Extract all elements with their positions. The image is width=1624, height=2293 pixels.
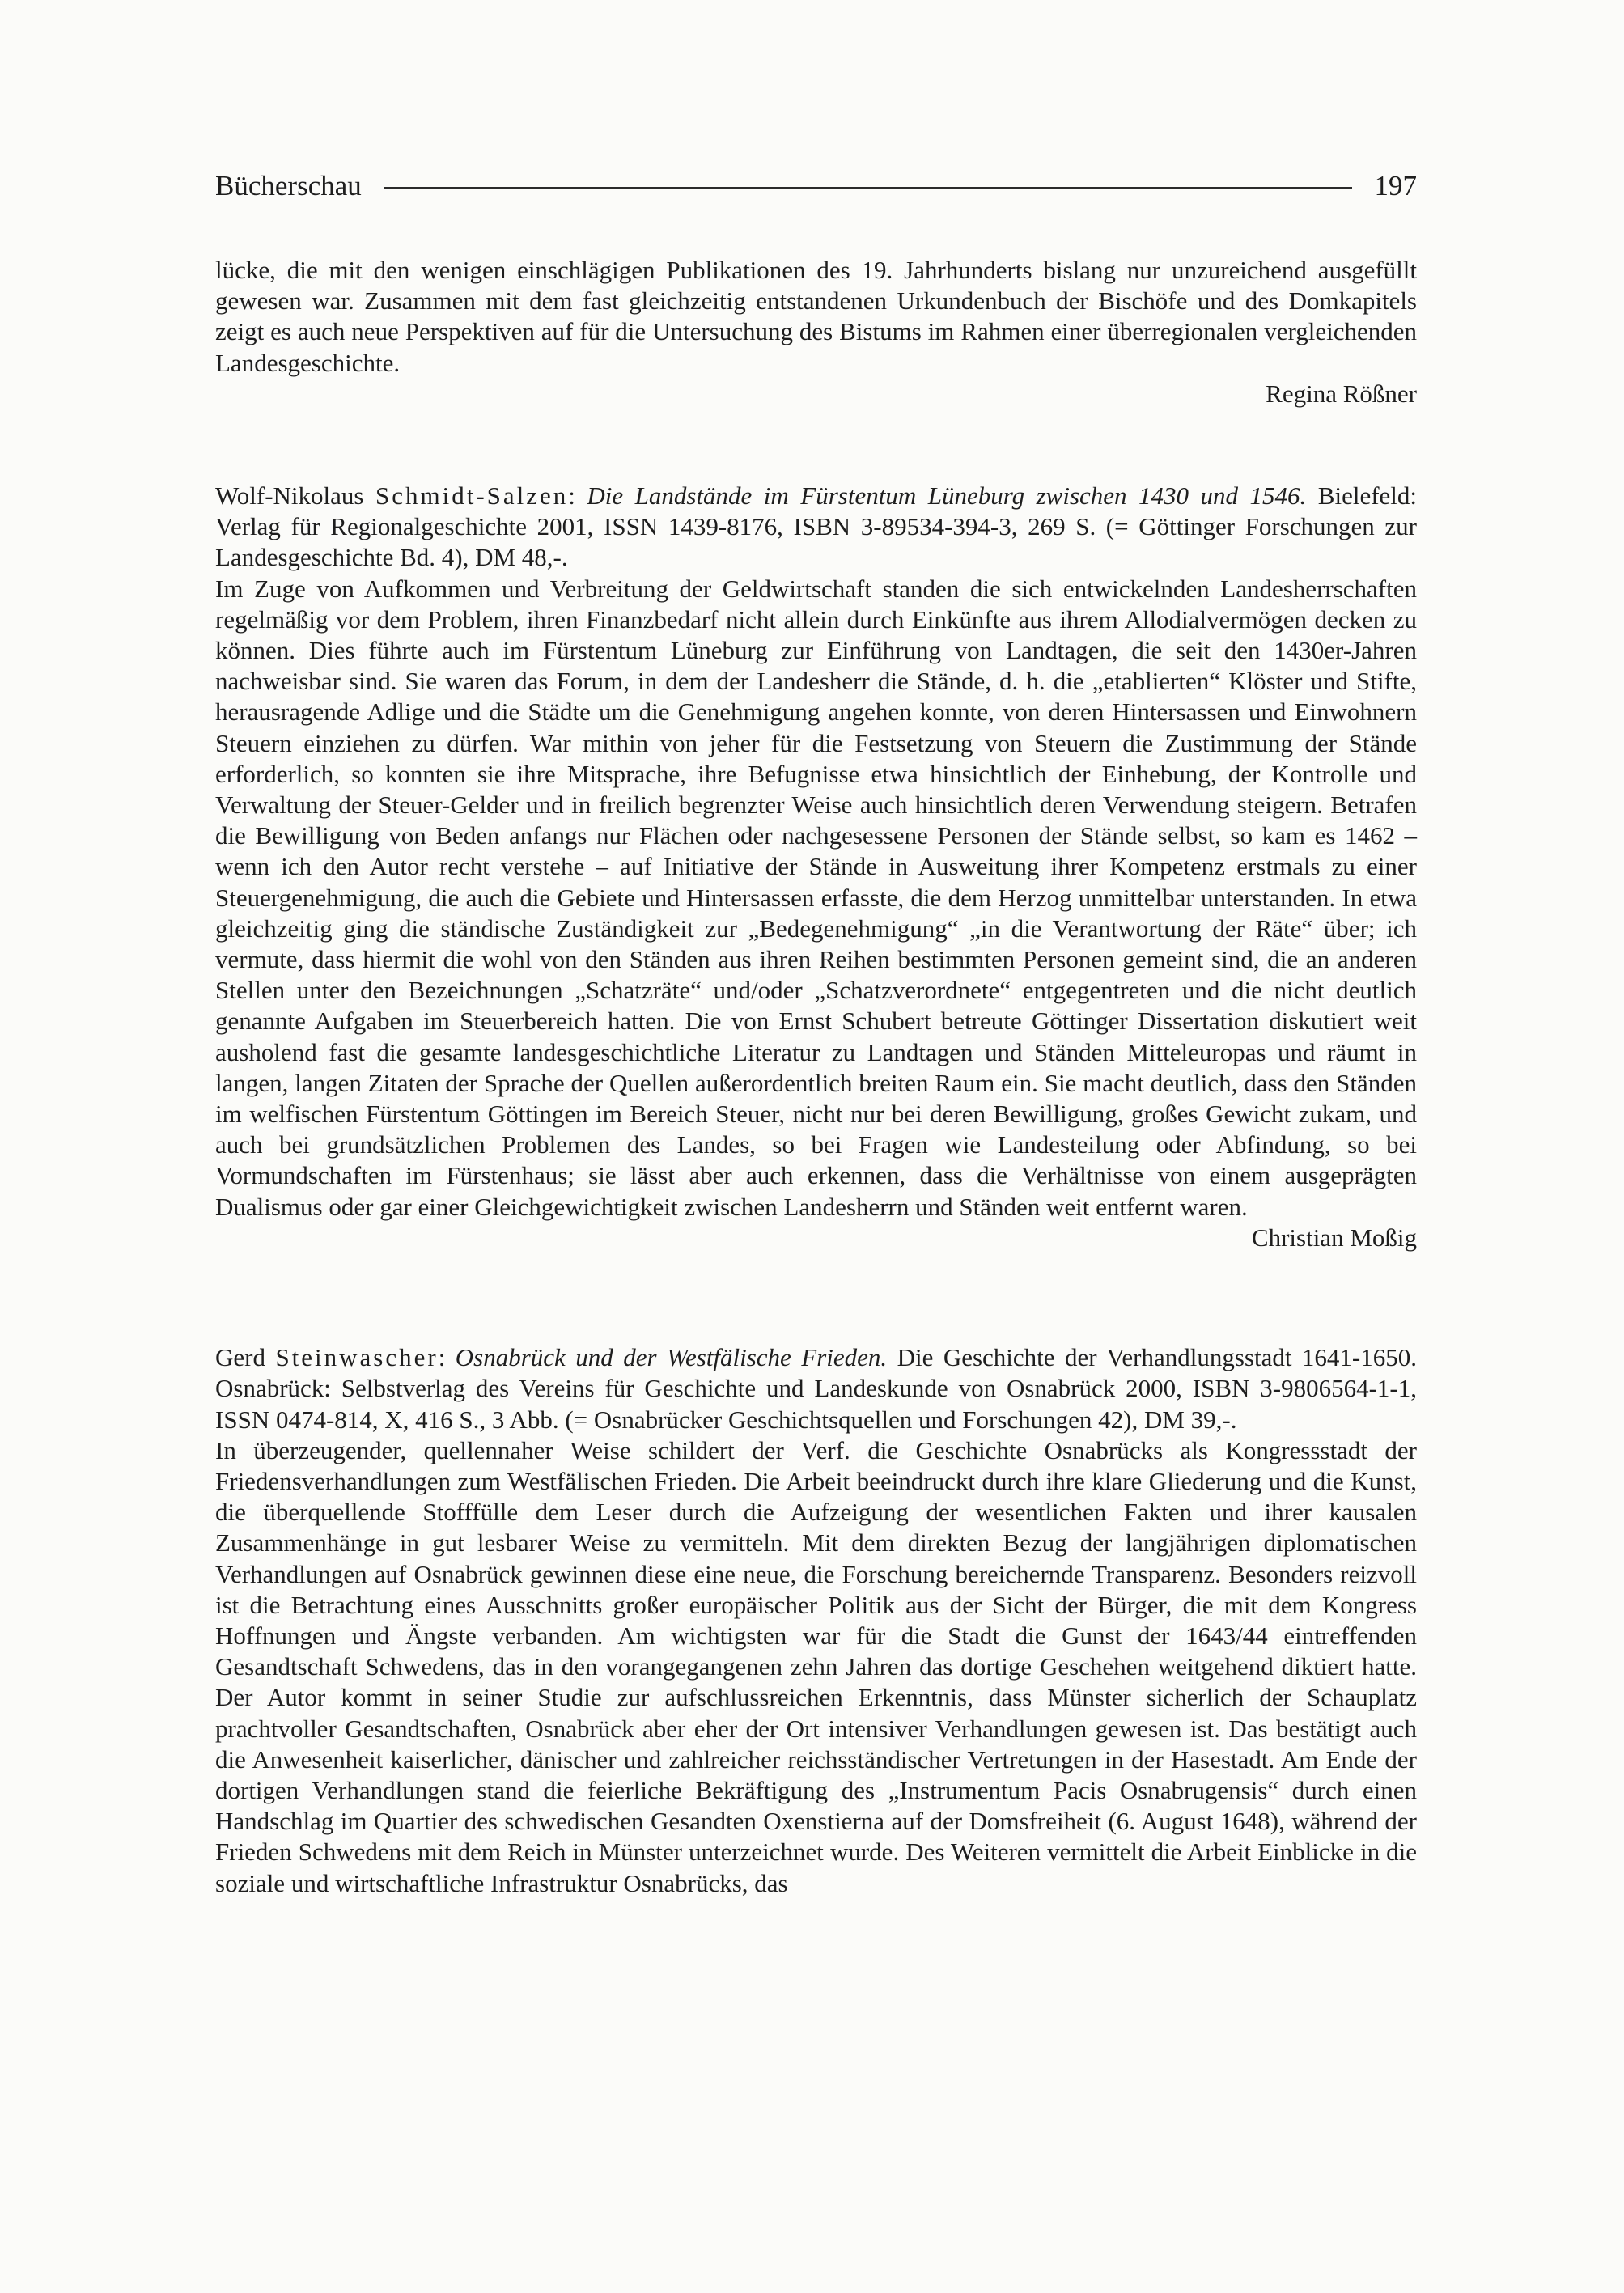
- review-body: In überzeugender, quellennaher Weise schildert der Verf. die Geschichte Osnabrücks als Kongressstadt der Friedensverhandlungen zum Westfälischen Frieden. Die Arbeit beeindruckt durch ihre klare Gliederung und die Kunst, die überquellende Stofffülle dem Leser durch die Aufzeigung der wesentlichen Fakten und ihrer kausalen Zusammenhänge in gut lesbarer Weise zu vermitteln. Mit dem direkten Bezug der langjährigen diplomatischen Verhandlungen auf Osnabrück gewinnen diese eine neue, die Forschung bereichernde Transparenz. Besonders reizvoll ist die Betrachtung eines Ausschnitts großer europäischer Politik aus der Sicht der Bürger, die mit dem Kongress Hoffnungen und Ängste verbanden. Am wichtigsten war für die Stadt die Gunst der 1643/44 eintreffenden Gesandtschaft Schwedens, das in den vorangegangenen zehn Jahren das dortige Geschehen weitgehend diktiert hatte. Der Autor kommt in seiner Studie zur aufschlussreichen Erkenntnis, dass Münster sicherlich der Schauplatz prachtvoller Gesandtschaften, Osnabrück aber eher der Ort intensiver Verhandlungen gewesen ist. Das bestätigt auch die Anwesenheit kaiserlicher, dänischer und zahlreicher reichsständischer Vertretungen in der Hasestadt. Am Ende der dortigen Verhandlungen stand die feierliche Bekräftigung des „Instrumentum Pacis Osnabrugensis“ durch einen Handschlag im Quartier des schwedischen Gesandten Oxenstierna auf der Domsfreiheit (6. August 1648), während der Frieden Schwedens mit dem Reich in Münster unterzeichnet wurde. Des Weiteren vermittelt die Arbeit Einblicke in die soziale und wirtschaftliche Infrastruktur Osnabrücks, das: [215, 1435, 1417, 1897]
- author-last-name: Steinwascher: [275, 1343, 439, 1372]
- review-schmidt-salzen: [215, 481, 1417, 1253]
- continued-review: [215, 255, 1417, 409]
- author-last-name: Schmidt-Salzen: [375, 481, 569, 511]
- continued-review-text: lücke, die mit den wenigen einschlägigen Publikationen des 19. Jahrhunderts bislang nur unzureichend ausgefüllt gewesen war. Zusammen mit dem fast gleichzeitig entstandenen Urkundenbuch der Bischöfe und des Domkapitels zeigt es auch neue Perspektiven auf für die Untersuchung des Bistums im Rahmen einer überregionalen vergleichenden Landesgeschichte.: [215, 256, 1417, 377]
- bibliographic-entry: Gerd Steinwascher: Osnabrück und der Westfälische Frieden. Die Geschichte der Verhandlungsstadt 1641-1650. Osnabrück: Selbstverlag des Vereins für Geschichte und Landeskunde von Osnabrück 2000, ISBN 3-9806564-1-1, ISSN 0474-814, X, 416 S., 3 Abb. (= Osnabrücker Geschichtsquellen und Forschungen 42), DM 39,-.: [215, 1343, 1417, 1434]
- running-header: [215, 162, 1417, 210]
- section-title: Bücherschau: [215, 170, 362, 201]
- author-first-name: Gerd: [215, 1343, 265, 1372]
- review-body: Im Zuge von Aufkommen und Verbreitung der Geldwirtschaft standen die sich entwickelnden Landesherrschaften regelmäßig vor dem Problem, ihren Finanzbedarf nicht allein durch Einkünfte aus ihrem Allodialvermögen decken zu können. Dies führte auch im Fürstentum Lüneburg zur Einführung von Landtagen, die seit den 1430er-Jahren nachweisbar sind. Sie waren das Forum, in dem der Landesherr die Stände, d. h. die „etablierten“ Klöster und Stifte, herausragende Adlige und die Städte um die Genehmigung angehen konnte, von deren Hintersassen und Einwohnern Steuern einziehen zu dürfen. War mithin von jeher für die Festsetzung von Steuern die Zustimmung der Stände erforderlich, so konnten sie ihre Mitsprache, ihre Befugnisse etwa hinsichtlich der Einhebung, der Kontrolle und Verwaltung der Steuer-Gelder und in freilich begrenzter Weise auch hinsichtlich deren Verwendung steigern. Betrafen die Bewilligung von Beden anfangs nur Flächen oder nachgesessene Personen der Stände selbst, so kam es 1462 – wenn ich den Autor recht verstehe – auf Initiative der Stände in Ausweitung ihrer Kompetenz erstmals zu einer Steuergenehmigung, die auch die Gebiete und Hintersassen erfasste, die dem Herzog unmittelbar unterstanden. In etwa gleichzeitig ging die ständische Zuständigkeit zur „Bedegenehmigung“ „in die Verantwortung der Räte“ über; ich vermute, dass hiermit die wohl von den Ständen aus ihren Reihen bestimmten Personen gemeint sind, die an anderen Stellen unter den Bezeichnungen „Schatzräte“ und/oder „Schatzverordnete“ entgegentreten und die nicht deutlich genannte Aufgaben im Steuerbereich hatten. Die von Ernst Schubert betreute Göttinger Dissertation diskutiert weit ausholend fast die gesamte landesgeschichtliche Literatur zu Landtagen und Ständen Mitteleuropas und räumt in langen, langen Zitaten der Sprache der Quellen außerordentlich breiten Raum ein. Sie macht deutlich, dass den Ständen im welfischen Fürstentum Göttingen im Bereich Steuer, nicht nur bei deren Bewilligung, großes Gewicht zukam, und auch bei grundsätzlichen Problemen des Landes, so bei Fragen wie Landesteilung oder Abfindung, so bei Vormundschaften im Fürstenhaus; sie lässt aber auch erkennen, dass die Verhältnisse von einem ausgeprägten Dualismus oder gar einer Gleichgewichtigkeit zwischen Landesherrn und Ständen weit entfernt waren.: [215, 574, 1417, 1221]
- book-citation: Bielefeld: Verlag für Regionalgeschichte 2001, ISSN 1439-8176, ISBN 3-89534-394-3, 269 S. (= Göttinger Forschungen zur Landesgeschichte Bd. 4), DM 48,-.: [215, 481, 1418, 572]
- bibliographic-entry: Wolf-Nikolaus Schmidt-Salzen: Die Landstände im Fürstentum Lüneburg zwischen 1430 und 1546. Bielefeld: Verlag für Regionalgeschichte 2001, ISSN 1439-8176, ISBN 3-89534-394-3, 269 S. (= Göttinger Forschungen zur Landesgeschichte Bd. 4), DM 48,-.: [215, 481, 1418, 572]
- book-title: Die Landstände im Fürstentum Lüneburg zwischen 1430 und 1546.: [587, 481, 1307, 511]
- book-title: Osnabrück und der Westfälische Frieden.: [455, 1343, 888, 1372]
- review-steinwascher: [215, 1342, 1417, 1899]
- page: [215, 162, 1417, 1899]
- book-citation: Die Geschichte der Verhandlungsstadt 1641-1650. Osnabrück: Selbstverlag des Vereins für Geschichte und Landeskunde von Osnabrück 2000, ISBN 3-9806564-1-1, ISSN 0474-814, X, 416 S., 3 Abb. (= Osnabrücker Geschichtsquellen und Forschungen 42), DM 39,-.: [215, 1343, 1417, 1434]
- header-rule: [384, 187, 1352, 189]
- reviewer-signature: Christian Moßig: [1251, 1223, 1417, 1252]
- reviewer-signature: Regina Rößner: [1266, 379, 1417, 408]
- author-first-name: Wolf-Nikolaus: [215, 481, 364, 511]
- page-number: 197: [1374, 170, 1417, 201]
